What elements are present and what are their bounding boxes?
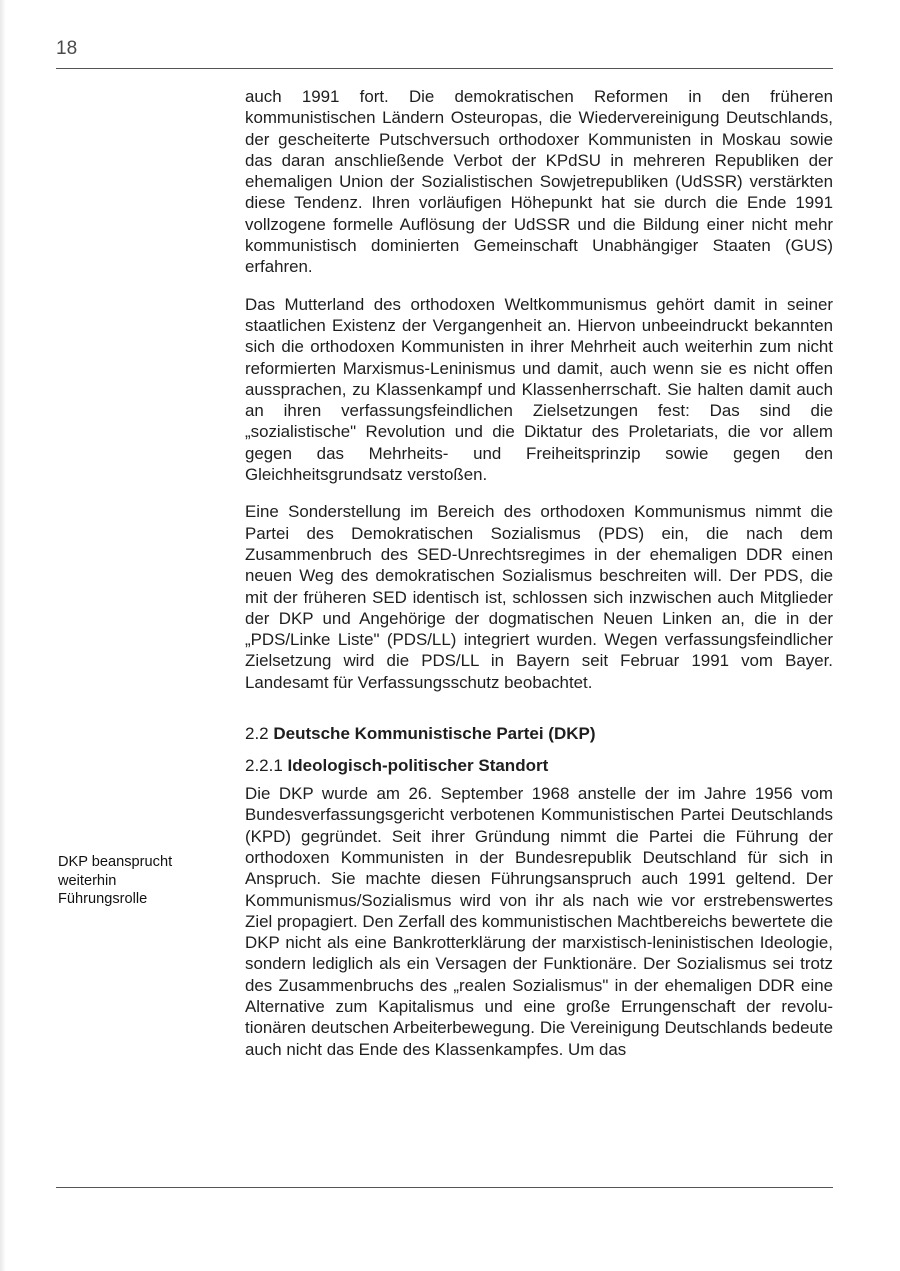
paragraph-4: Die DKP wurde am 26. September 1968 anstelle der im Jahre 1956 vom Bundesverfassungsgericht verbotenen Kommunistischen Partei Deutschlands (KPD) gegründet. Seit ihrer Gründung nimmt die Partei die Führung der orthodoxen Kommunisten in der Bundesrepublik Deutschland für sich in Anspruch. Sie machte diesen Führungsanspruch auch 1991 geltend. Der Kommunismus/Sozialismus wird von ihr als nach wie vor erstrebenswertes Ziel propagiert. Den Zerfall des kommunistischen Machtbereichs bewertete die DKP nicht als eine Bankrotterklärung der marxistisch-leninistischen Ideologie, sondern lediglich als ein Versagen der Funktionäre. Der Sozialismus sei trotz des Zusammenbruchs des „realen Sozialismus" in der ehemaligen DDR eine Alternative zum Kapitalismus und eine große Errungenschaft der revolutionären deutschen Arbeiterbewegung. Die Vereinigung Deutschlands bedeute auch nicht das Ende des Klassenkampfes. Um das [245,784,833,1059]
section-heading [245,723,833,745]
scan-edge-shadow [0,0,6,1271]
subsection-title: Ideologisch-politischer Standort [287,756,549,776]
page-number: 18 [56,38,78,59]
main-text-column [245,86,833,1076]
paragraph-3: Eine Sonderstellung im Bereich des orthodoxen Kommunismus nimmt die Partei des Demokratischen Sozialismus (PDS) ein, die nach dem Zusammenbruch des SED-Unrechtsregimes in der ehemaligen DDR einen neuen Weg des demokratischen Sozialismus beschreiten will. Der PDS, die mit der früheren SED identisch ist, schlossen sich inzwischen auch Mitglieder der DKP und Angehörige der dogmatischen Neuen Linken an, die in der „PDS/Linke Liste" (PDS/LL) integriert wurden. Wegen verfassungsfeindlicher Zielsetzung wird die PDS/LL in Bayern seit Februar 1991 vom Bayer. Landesamt für Verfassungsschutz beobachtet. [245,502,833,692]
subsection-number: 2.2.1 [245,756,283,776]
margin-note-line-1: DKP beansprucht [58,854,173,870]
margin-note-line-2: weiterhin [58,872,117,889]
paragraph-1: auch 1991 fort. Die demokratischen Reformen in den früheren kommunistischen Ländern Osteuropas, die Wiedervereinigung Deutschlands, der gescheiterte Putschversuch orthodoxer Kommunisten in Moskau sowie das daran anschließende Verbot der KPdSU in mehreren Republiken der ehemaligen Union der Sozialistischen Sowjetrepubliken (UdSSR) verstärkten diese Tendenz. Ihren vorläufigen Höhepunkt hat sie durch die Ende 1991 vollzogene formelle Auflösung der UdSSR und die Bildung einer nicht mehr kommunistisch dominierten Gemeinschaft Unabhängiger Staaten (GUS) erfahren. [245,87,833,277]
footer-rule [56,1187,833,1188]
section-number: 2.2 [245,724,269,744]
section-title: Deutsche Kommunistische Partei (DKP) [273,724,596,744]
subsection-heading [245,755,833,777]
header-rule [56,68,833,69]
margin-note [58,853,223,909]
margin-note-line-3: Führungsrolle [58,891,148,907]
paragraph-2: Das Mutterland des orthodoxen Weltkommunismus gehört damit in seiner staatlichen Existenz der Vergangenheit an. Hiervon unbeeindruckt bekannten sich die orthodoxen Kommunisten in ihrer Mehrheit auch weiterhin zum nicht reformierten Marxismus-Leninismus und damit, auch wenn sie es nicht offen aussprachen, zu Klassenkampf und Klassenherrschaft. Sie halten damit auch an ihren verfassungsfeindlichen Zielsetzungen fest: Das sind die „sozialistische" Revolution und die Diktatur des Proletariats, die vor allem gegen das Mehrheits- und Freiheitsprinzip sowie gegen den Gleichheitsgrundsatz verstoßen. [245,294,833,485]
